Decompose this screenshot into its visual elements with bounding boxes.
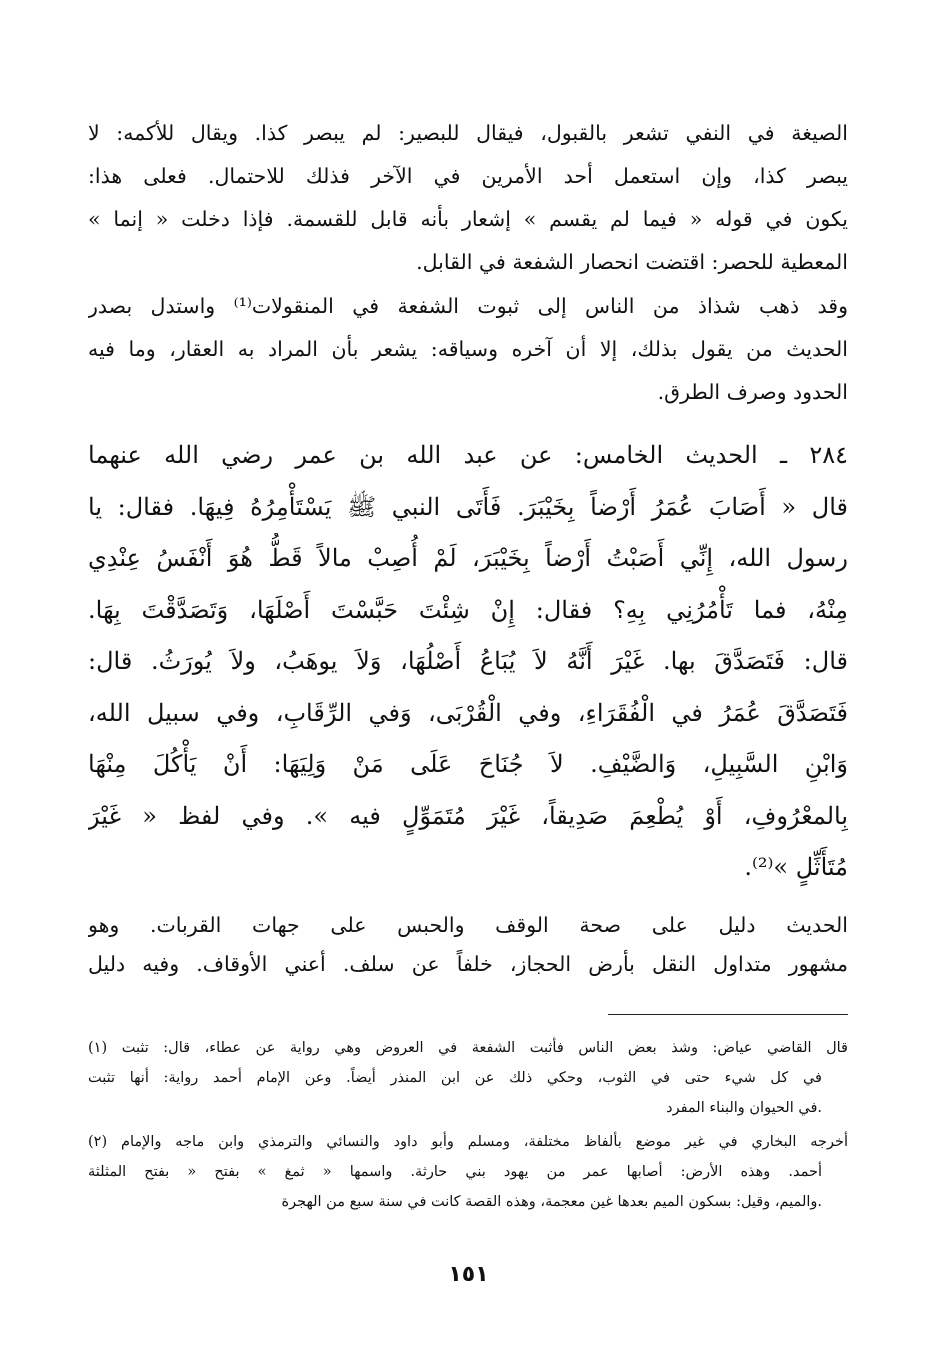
text-line: مشهور متداول النقل بأرض الحجاز، خلفاً عن سلف. أعني الأوقاف. وفيه دليل (88, 951, 848, 976)
footnotes (88, 1033, 848, 1217)
text-line: الحدود وصرف الطرق. (657, 380, 848, 404)
footnote-line: في كل شيء حتى في الثوب، وحكي ذلك عن ابن المنذر أيضاً. وعن الإمام أحمد رواية: أنها تثبت (88, 1070, 822, 1086)
hadith-text-line: بِالمعْرُوفِ، أَوْ يُطْعِمَ صَدِيقاً، غَيْرَ مُتَمَوِّلٍ فيه ». وفي لفظ « غَيْرَ (88, 801, 848, 830)
text-line: الحديث من يقول بذلك، إلا أن آخره وسياقه: يشعر بأن المراد به العقار، وما فيه (88, 337, 848, 361)
footnote-line: والميم، وقيل: بسكون الميم بعدها غين معجمة، وهذه القصة كانت في سنة سبع من الهجرة. (281, 1194, 822, 1210)
hadith-text-line: قال: فَتَصَدَّقَ بها. غَيْرَ أَنَّهُ لاَ يُبَاعُ أَصْلُهَا، وَلاَ يوهَبُ، ولاَ يُورَثُ. قال: (88, 647, 848, 675)
text-line: يكون في قوله « فيما لم يقسم » إشعار بأنه قابل للقسمة. فإذا دخلت « إنما » (88, 207, 848, 231)
hadith-284 (88, 430, 848, 894)
footnote-line: في الحيوان والبناء المفرد. (666, 1100, 822, 1116)
footnote-line: (١) قال القاضي عياض: وشذ بعض الناس فأثبت الشفعة في العروض وهي رواية عن عطاء، قال: تثبت (88, 1040, 848, 1056)
paragraph-commentary (88, 906, 848, 984)
text-line: الحديث دليل على صحة الوقف والحبس على جهات القربات. وهو (88, 912, 848, 937)
hadith-heading-line: ٢٨٤ ـ الحديث الخامس: عن عبد الله بن عمر رضي الله عنهما (88, 441, 848, 469)
footnote-1 (88, 1033, 848, 1123)
footnote-2 (88, 1127, 848, 1217)
page-number: ١٥١ (448, 1262, 489, 1287)
text-line: وقد ذهب شذاذ من الناس إلى ثبوت الشفعة في المنقولات⁽¹⁾ واستدل بصدر (88, 294, 848, 318)
footnote-line: أحمد. وهذه الأرض: أصابها عمر من يهود بني حارثة. واسمها « ثمغ » بفتح « بفتح المثلثة (88, 1164, 822, 1180)
hadith-text-line: مِنْهُ، فما تَأْمُرُنِي بِهِ؟ فقال: إِنْ شِئْتَ حَبَّسْتَ أَصْلَهَا، وَتَصَدَّقْتَ بِهَا. (88, 595, 848, 624)
hadith-text-line: مُتَأَثِّلٍ »⁽²⁾. (744, 853, 848, 881)
page-body (88, 112, 848, 984)
text-line: الصيغة في النفي تشعر بالقبول، فيقال للبصير: لم يبصر كذا. ويقال للأكمه: لا (88, 121, 848, 145)
text-line: يبصر كذا، وإن استعمل أحد الأمرين في الآخر فذلك للاحتمال. فعلى هذا: (88, 164, 848, 188)
footnote-separator (608, 1014, 848, 1015)
text-line: المعطية للحصر: اقتضت انحصار الشفعة في القابل. (416, 250, 848, 274)
paragraph-shufa-wording (88, 112, 848, 284)
paragraph-movables (88, 285, 848, 414)
hadith-text-line: قال « أَصَابَ عُمَرُ أَرْضاً بِخَيْبَرَ. فَأَتَى النبي ﷺ يَسْتَأْمِرُهُ فِيهَا. فقال: يا (88, 492, 848, 521)
hadith-text-line: وَابْنِ السَّبِيلِ، وَالضَّيْفِ. لاَ جُنَاحَ عَلَى مَنْ وَلِيَهَا: أَنْ يَأْكُلَ مِنْهَا (88, 750, 848, 778)
hadith-text-line: فَتَصَدَّقَ عُمَرُ في الْفُقَرَاءِ، وفي الْقُرْبَى، وَفي الرِّقَابِ، وفي سبيل الله، (88, 698, 848, 727)
hadith-text-line: رسول الله، إِنِّي أَصَبْتُ أَرْضاً بِخَيْبَرَ، لَمْ أُصِبْ مالاً قَطُّ هُوَ أَنْفَسُ عِنْدِي (88, 544, 848, 572)
footnote-line: (٢) أخرجه البخاري في غير موضع بألفاظ مختلفة، ومسلم وأبو داود والنسائي والترمذي وابن ماجه والإمام (88, 1134, 848, 1150)
